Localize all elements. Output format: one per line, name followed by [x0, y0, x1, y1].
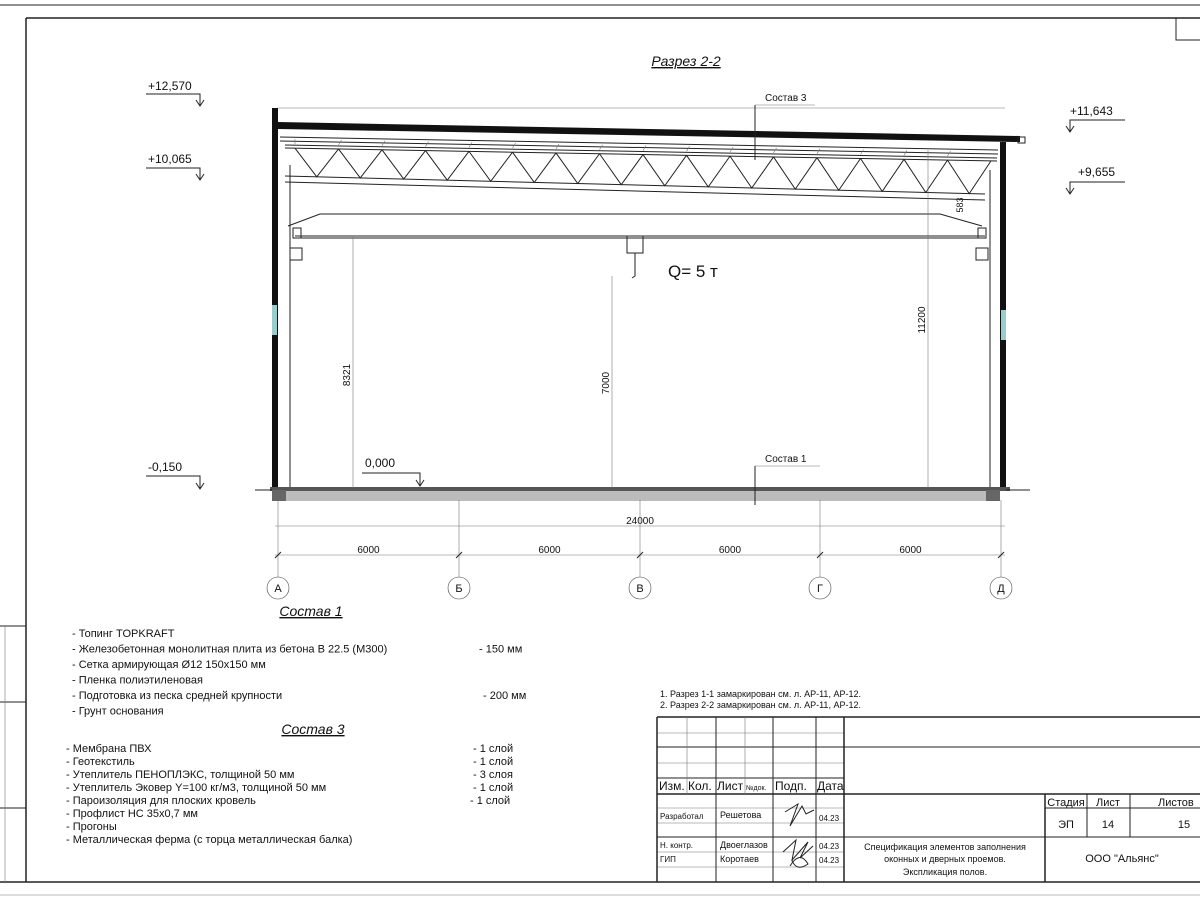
list-item-name: - Профлист НС 35х0,7 мм [66, 808, 198, 820]
name-2: Коротаев [720, 854, 759, 864]
dim-span: 6000 [718, 545, 742, 556]
hdr-kol: Кол. [688, 779, 712, 793]
truss-diagonal [600, 154, 644, 185]
building-section [255, 93, 1030, 505]
name-1: Двоеглазов [720, 840, 768, 850]
list-item-name: - Мембрана ПВХ [66, 743, 152, 755]
level-11643: +11,643 [1070, 104, 1113, 118]
truss-diagonal [513, 152, 557, 182]
sostav3-title: Состав 3 [281, 721, 345, 737]
truss-diagonal [687, 155, 731, 187]
list-item-value: - 1 слой [470, 795, 511, 807]
truss-diagonal [861, 159, 905, 192]
role-2: ГИП [660, 855, 676, 864]
sostav3-list [66, 743, 513, 846]
dim-total: 24000 [626, 516, 654, 527]
list-item-name: - Грунт основания [72, 705, 164, 718]
list-item-value: - 3 слоя [473, 769, 514, 781]
list-item-value: - 1 слой [473, 782, 514, 794]
axis-label: В [636, 583, 644, 595]
list-item-name: - Подготовка из песка средней крупности [72, 690, 283, 702]
sheet-value: 14 [1101, 819, 1115, 831]
dim-span: 6000 [538, 545, 561, 556]
signature [783, 804, 814, 867]
hdr-izm: Изм. [659, 779, 685, 793]
company-name: ООО "Альянс" [1085, 853, 1159, 865]
sheets-label: Листов [1158, 797, 1194, 809]
dim-span: 6000 [899, 545, 922, 556]
truss-diagonal [469, 151, 513, 181]
stage-label: Стадия [1047, 797, 1085, 809]
truss-diagonal [730, 156, 774, 188]
role-0: Разработал [660, 812, 704, 821]
list-item-name: - Пароизоляция для плоских кровель [66, 795, 256, 807]
doc-title-2: оконных и дверных проемов. [884, 854, 1006, 864]
list-item-value: - 150 мм [479, 643, 523, 656]
date-0: 04.23 [819, 814, 840, 823]
truss-diagonal [339, 149, 383, 178]
date-1: 04.23 [819, 842, 840, 851]
truss-diagonal [948, 160, 992, 193]
floor-callout: Состав 1 [765, 454, 807, 465]
role-1: Н. контр. [660, 841, 694, 850]
sostav1-title: Состав 1 [279, 603, 343, 619]
list-item-value: - 200 мм [483, 690, 527, 702]
list-item-value: - 1 слой [473, 756, 514, 768]
dim-583: 583 [955, 197, 965, 213]
hdr-podp: Подп. [775, 779, 807, 793]
list-item-name: - Металлическая ферма (с торца металлическая балка) [66, 834, 353, 846]
truss-diagonal [295, 148, 339, 177]
dim-7000: 7000 [601, 371, 612, 395]
truss-diagonal [382, 150, 426, 179]
level-0000: 0,000 [365, 456, 396, 470]
list-item-name: - Железобетонная монолитная плита из бетона В 22.5 (М300) [72, 643, 388, 656]
column-left [272, 108, 278, 490]
list-item-name: - Геотекстиль [66, 756, 135, 768]
level-9655: +9,655 [1078, 165, 1116, 179]
list-item-value: - 1 слой [473, 743, 514, 755]
dim-span: 6000 [357, 545, 380, 556]
section-title: Разрез 2-2 [651, 53, 721, 69]
name-0: Решетова [720, 810, 762, 820]
sostav1-list [72, 628, 526, 718]
truss-diagonal [426, 151, 470, 181]
list-item-name: - Утеплитель ПЕНОПЛЭКС, толщиной 50 мм [66, 769, 295, 781]
sheet-label: Лист [1096, 797, 1120, 809]
level-10065: +10,065 [148, 152, 192, 166]
hdr-data: Дата [817, 779, 844, 793]
sheets-value: 15 [1177, 819, 1191, 831]
axis-label: Д [997, 583, 1005, 595]
truss-diagonal [556, 153, 600, 184]
list-item-name: - Пленка полиэтиленовая [72, 674, 203, 687]
crane-hoist [627, 236, 643, 253]
level-12570: +12,570 [148, 79, 192, 93]
axis-label: А [274, 583, 282, 595]
list-item-name: - Сетка армирующая Ø12 150х150 мм [72, 659, 266, 671]
truss-diagonal [817, 158, 861, 191]
doc-title-1: Спецификация элементов заполнения [864, 842, 1026, 852]
level-m0150: -0,150 [148, 460, 183, 474]
title-block [657, 717, 1200, 882]
stage-value: ЭП [1058, 819, 1074, 831]
axis-label: Г [817, 583, 823, 595]
hdr-ndok: №док. [746, 785, 767, 792]
note-2: 2. Разрез 2-2 замаркирован см. л. АР-11, АР-12. [660, 700, 861, 710]
crane-capacity: Q= 5 т [668, 262, 718, 281]
note-1: 1. Разрез 1-1 замаркирован см. л. АР-11, АР-12. [660, 689, 861, 699]
axis-label: Б [455, 583, 463, 595]
hdr-list: Лист [717, 779, 744, 793]
truss-diagonal [643, 155, 687, 186]
list-item-name: - Прогоны [66, 821, 117, 833]
roof-callout: Состав 3 [765, 93, 807, 104]
dim-11200: 11200 [917, 306, 928, 334]
doc-title-3: Экспликация полов. [902, 867, 988, 877]
date-2: 04.23 [819, 856, 840, 865]
floor-slab [270, 487, 1010, 491]
list-item-name: - Утеплитель Эковер Y=100 кг/м3, толщиной 50 мм [66, 782, 327, 794]
truss-diagonal [904, 159, 948, 192]
grid-dimensions [267, 500, 1012, 599]
list-item-name: - Топинг TOPKRAFT [72, 628, 175, 640]
truss-diagonal [774, 157, 818, 189]
dim-8321: 8321 [342, 363, 353, 387]
